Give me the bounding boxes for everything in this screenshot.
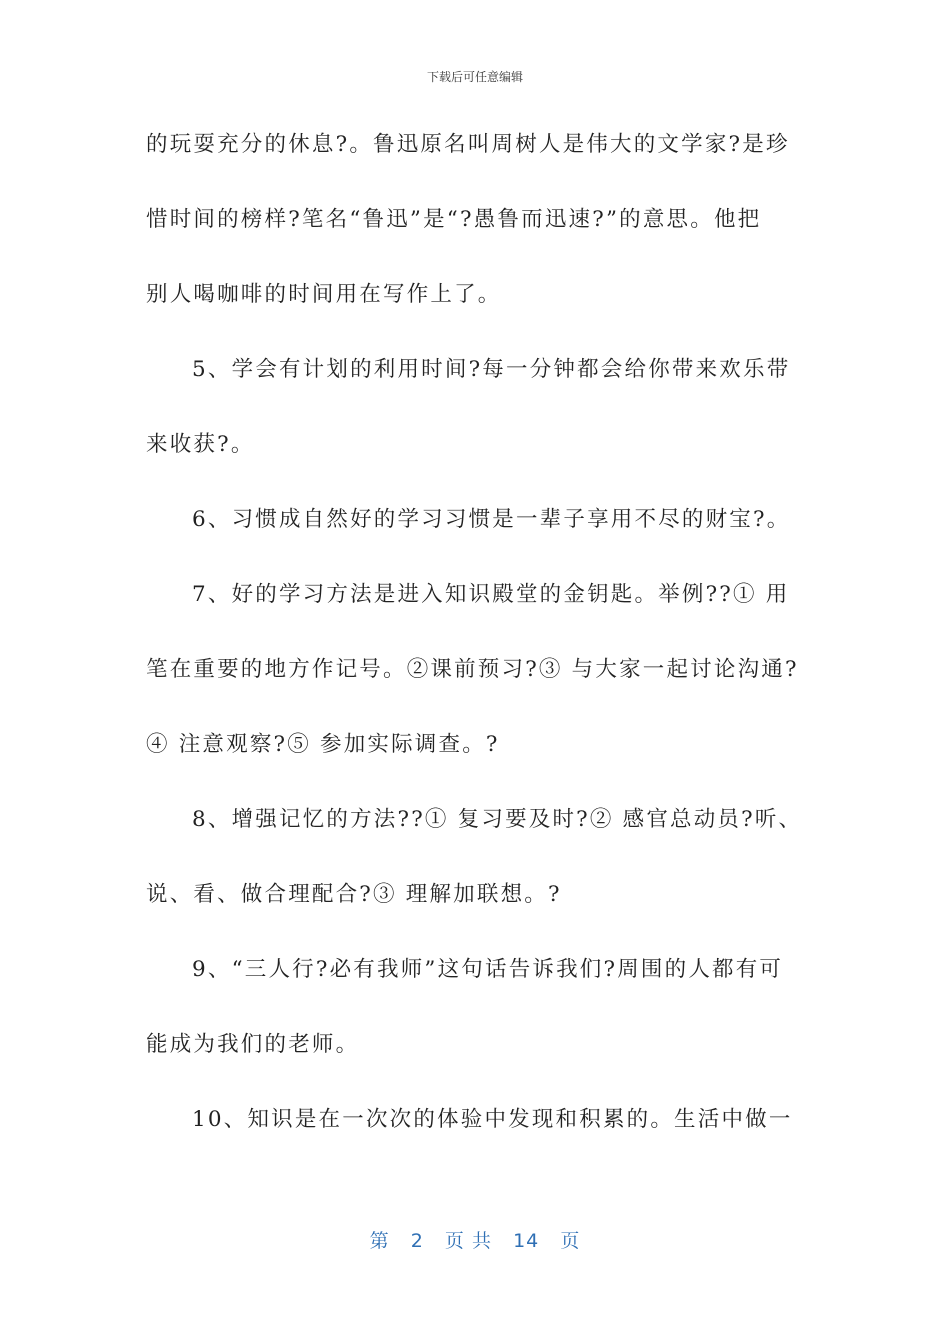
text-line: 9、“三人行?必有我师”这句话告诉我们?周围的人都有可 (192, 957, 784, 982)
text-line: 来收获?。 (146, 432, 255, 457)
text-line: 10、知识是在一次次的体验中发现和积累的。生活中做一 (192, 1107, 793, 1132)
footer-current-page: 2 (410, 1230, 424, 1252)
text-line: 惜时间的榜样?笔名“鲁迅”是“?愚鲁而迅速?”的意思。他把 (146, 207, 762, 232)
text-line: 6、习惯成自然好的学习习惯是一辈子享用不尽的财宝?。 (192, 507, 791, 532)
footer-total-pages: 14 (513, 1230, 540, 1252)
page-footer (0, 1226, 950, 1253)
text-line: 别人喝咖啡的时间用在写作上了。 (146, 282, 502, 307)
footer-middle: 页 共 (444, 1230, 492, 1252)
text-line: 说、看、做合理配合?③ 理解加联想。? (146, 882, 562, 907)
text-line: 的玩耍充分的休息?。鲁迅原名叫周树人是伟大的文学家?是珍 (146, 132, 790, 157)
footer-suffix: 页 (560, 1230, 581, 1252)
text-line: 能成为我们的老师。 (146, 1032, 360, 1057)
footer-prefix: 第 (369, 1230, 390, 1252)
text-line: 笔在重要的地方作记号。②课前预习?③ 与大家一起讨论沟通? (146, 657, 799, 682)
text-line: 5、学会有计划的利用时间?每一分钟都会给你带来欢乐带 (192, 357, 791, 382)
page-header: 下载后可任意编辑 (426, 70, 523, 84)
text-line: ④ 注意观察?⑤ 参加实际调查。? (146, 732, 500, 757)
text-line: 8、增强记忆的方法??① 复习要及时?② 感官总动员?听、 (192, 807, 803, 832)
text-line: 7、好的学习方法是进入知识殿堂的金钥匙。举例??① 用 (192, 582, 790, 607)
